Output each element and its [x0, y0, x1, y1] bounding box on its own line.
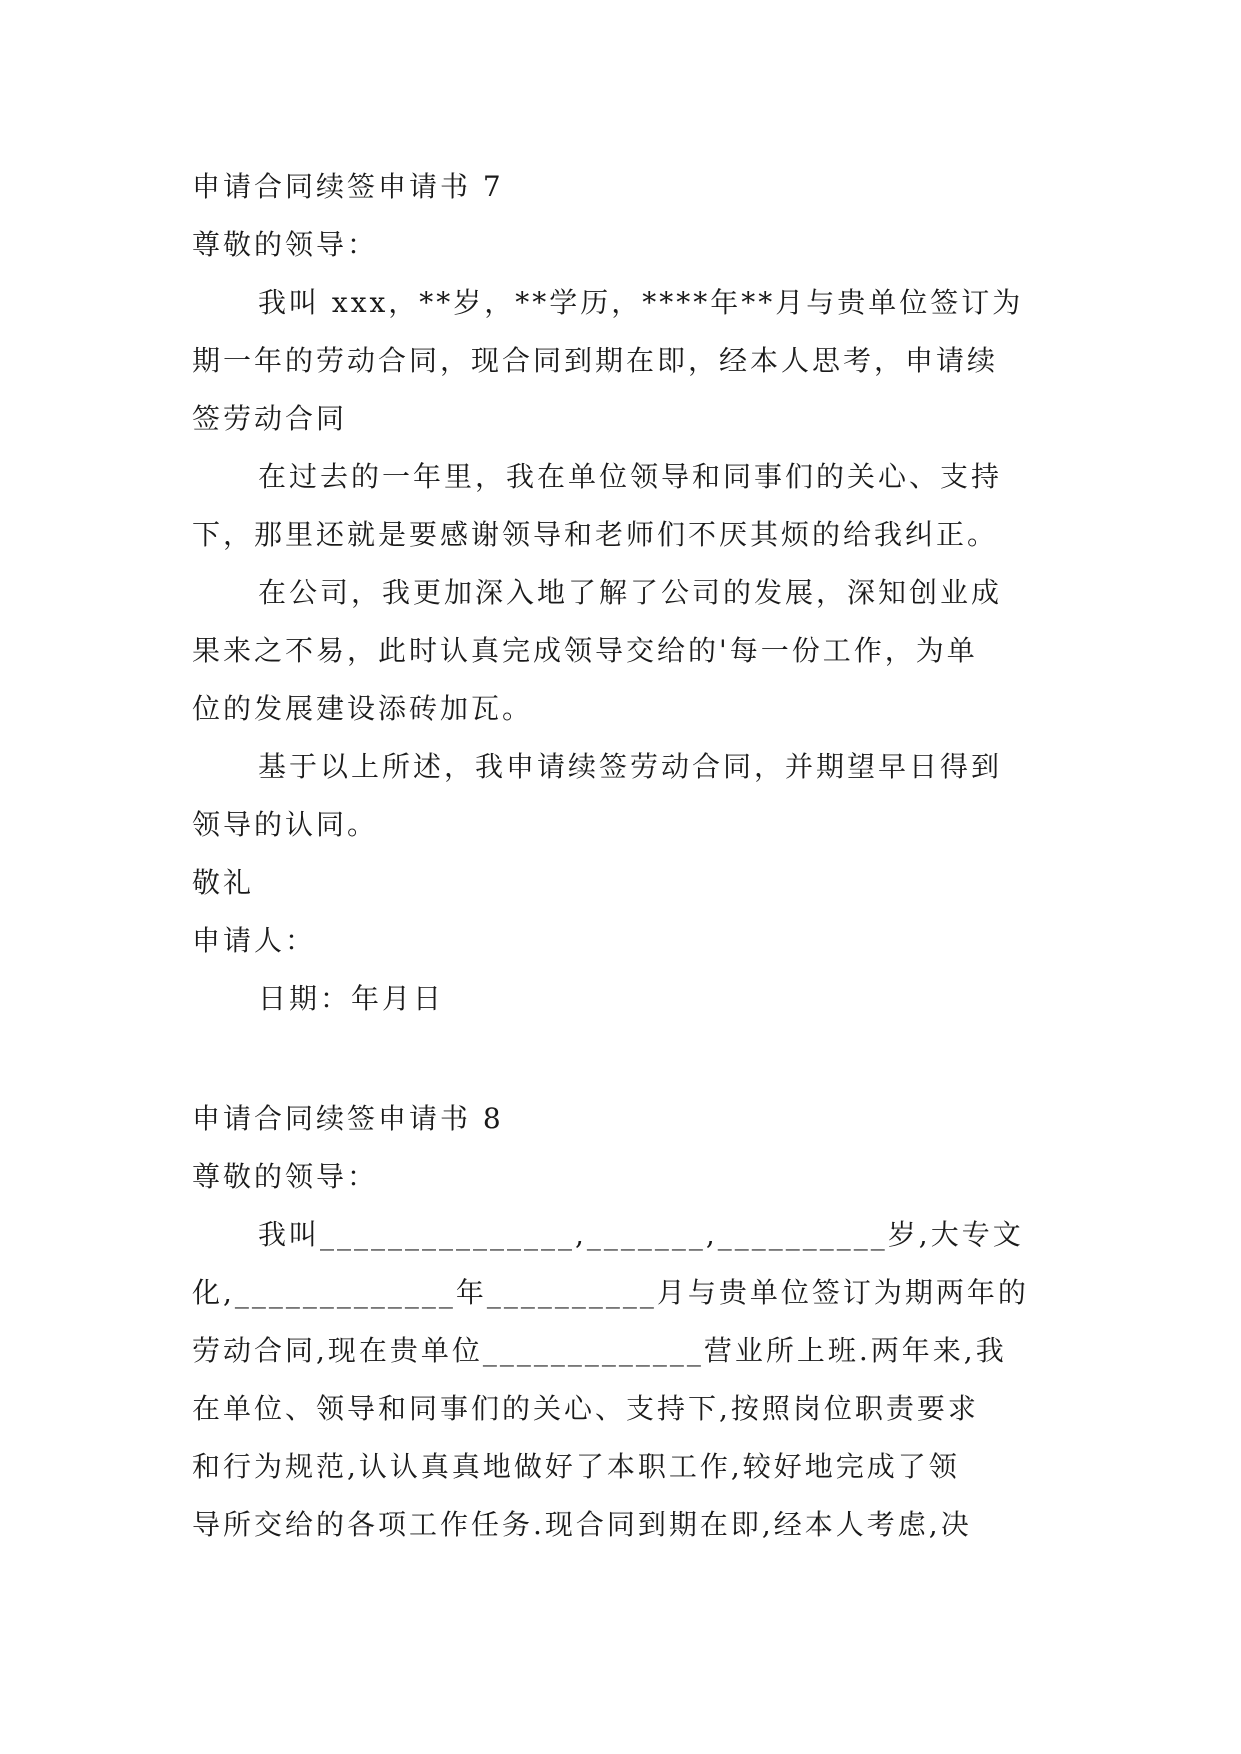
paragraph-line: 果来之不易，此时认真完成领导交给的'每一份工作，为单: [192, 634, 978, 667]
section7-applicant: 申请人：: [192, 924, 317, 957]
paragraph-line: 位的发展建设添砖加瓦。: [192, 692, 534, 725]
paragraph-line: 在公司，我更加深入地了解了公司的发展，深知创业成: [258, 576, 1003, 609]
paragraph-line: 在过去的一年里，我在单位领导和同事们的关心、支持: [258, 460, 1003, 493]
section7-title: 申请合同续签申请书 7: [192, 170, 504, 203]
paragraph-line: 基于以上所述，我申请续签劳动合同，并期望早日得到: [258, 750, 1003, 783]
paragraph-line: 劳动合同,现在贵单位_____________营业所上班.两年来,我: [192, 1334, 1007, 1367]
section-spacer: [192, 1028, 1072, 1090]
section8-salutation: 尊敬的领导：: [192, 1160, 379, 1193]
paragraph-line: 在单位、领导和同事们的关心、支持下,按照岗位职责要求: [192, 1392, 979, 1425]
section7-closing: 敬礼: [192, 866, 255, 899]
section8-paragraph-1: [192, 1206, 1072, 1554]
document-page: [192, 158, 1072, 1554]
paragraph-line: 下，那里还就是要感谢领导和老师们不厌其烦的给我纠正。: [192, 518, 999, 551]
section7-paragraph-3: [192, 564, 1072, 738]
paragraph-line: 和行为规范,认认真真地做好了本职工作,较好地完成了领: [192, 1450, 960, 1483]
section8-title: 申请合同续签申请书 8: [192, 1102, 504, 1135]
paragraph-line: 导所交给的各项工作任务.现合同到期在即,经本人考虑,决: [192, 1508, 972, 1541]
section7-paragraph-1: [192, 274, 1072, 448]
section7-salutation: 尊敬的领导：: [192, 228, 379, 261]
paragraph-line: 我叫 xxx，**岁，**学历，****年**月与贵单位签订为: [258, 286, 1024, 319]
section7-paragraph-4: [192, 738, 1072, 854]
paragraph-line: 领导的认同。: [192, 808, 379, 841]
paragraph-line: 期一年的劳动合同，现合同到期在即，经本人思考，申请续: [192, 344, 999, 377]
section7-date: 日期：年月日: [258, 982, 445, 1015]
paragraph-line: 我叫_______________,_______,__________岁,大专文: [258, 1218, 1024, 1251]
paragraph-line: 签劳动合同: [192, 402, 348, 435]
section7-paragraph-2: [192, 448, 1072, 564]
paragraph-line: 化,_____________年__________月与贵单位签订为期两年的: [192, 1276, 1029, 1309]
